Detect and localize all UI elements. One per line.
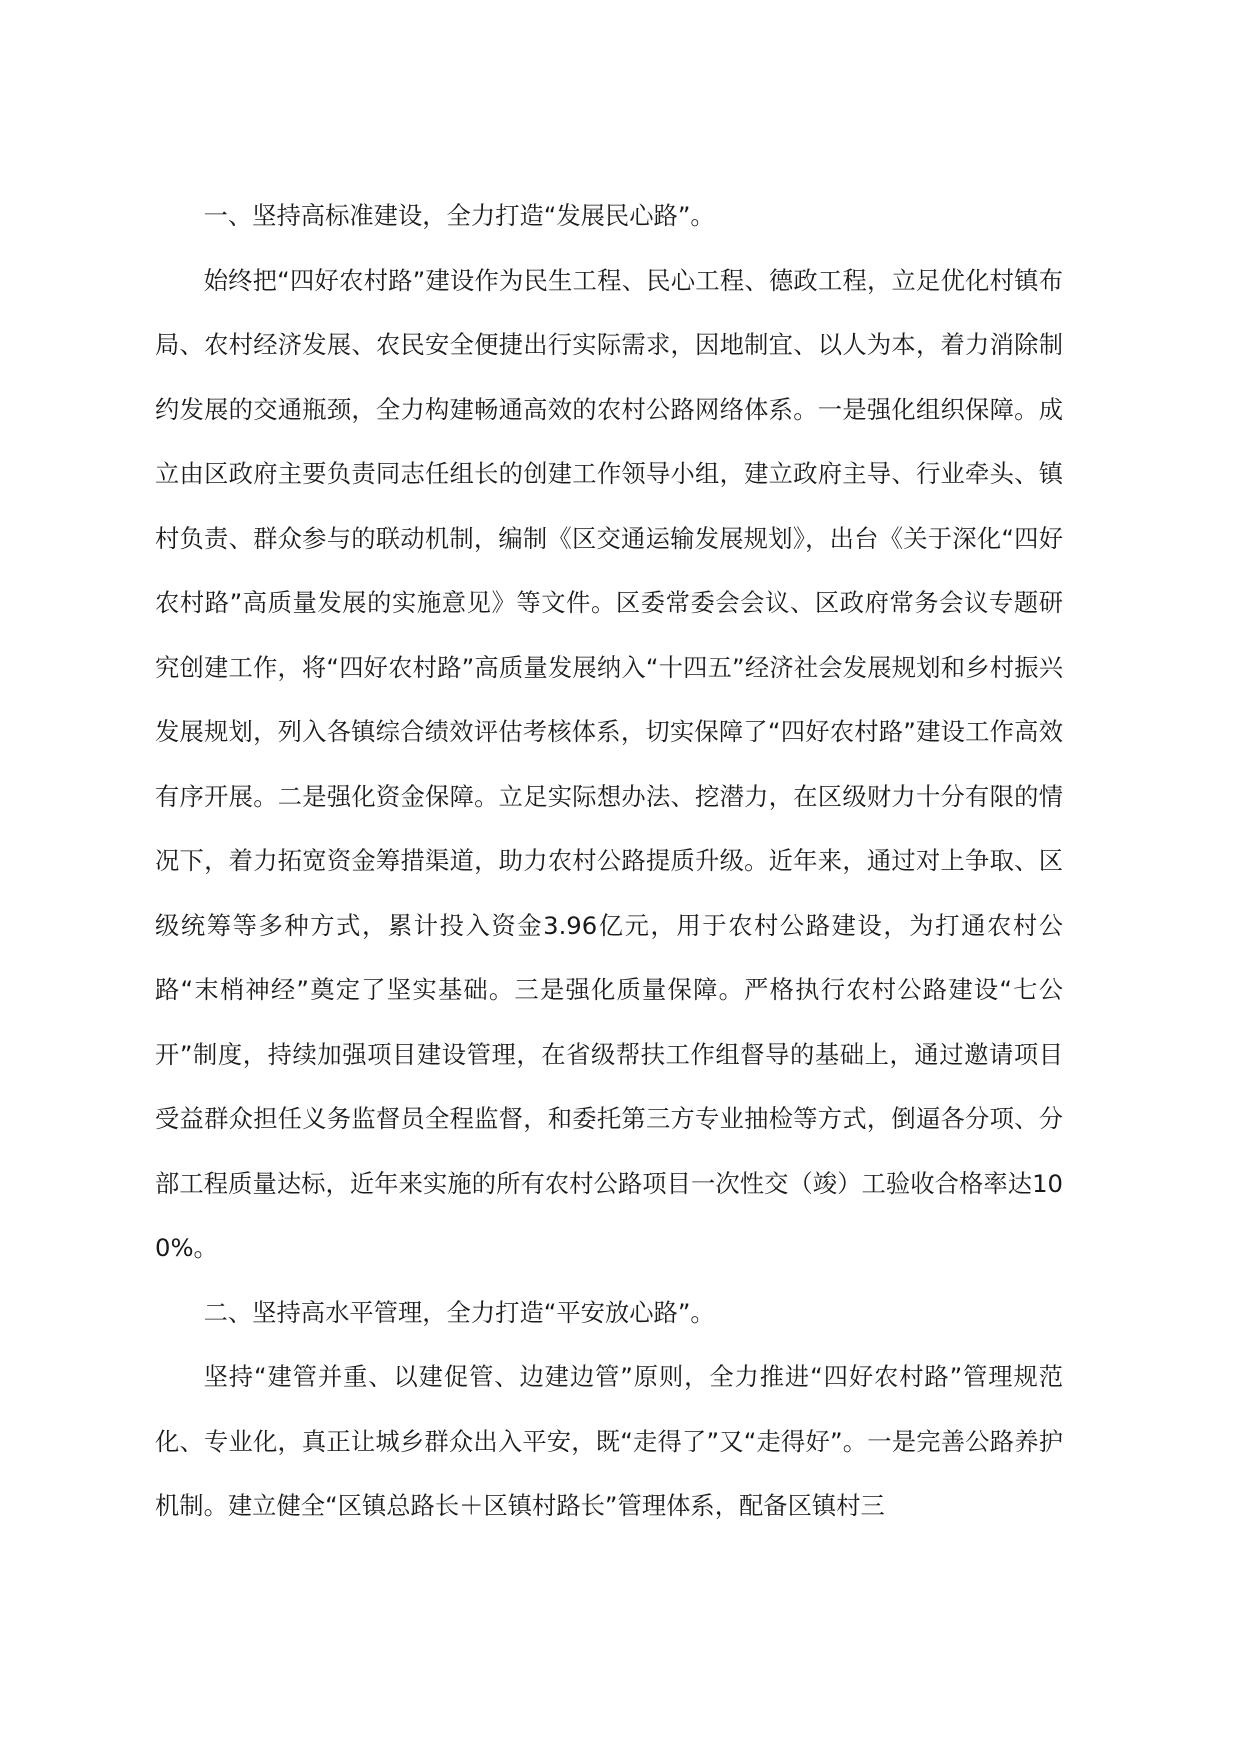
section-heading-2: 二、坚持高水平管理，全力打造“平安放心路”。	[203, 1297, 715, 1327]
body-paragraph-2: 坚持“建管并重、以建促管、边建边管”原则，全力推进“四好农村路”管理规范化、专业化，真正让城乡群众出入平安，既“走得了”又“走得好”。一是完善公路养护机制。建立健全“区镇总路长＋区镇村路长”管理体系，配备区镇村三	[155, 1362, 1063, 1520]
body-paragraph-1: 始终把“四好农村路”建设作为民生工程、民心工程、德政工程，立足优化村镇布局、农村经济发展、农民安全便捷出行实际需求，因地制宜、以人为本，着力消除制约发展的交通瓶颈，全力构建畅通高效的农村公路网络体系。一是强化组织保障。成立由区政府主要负责同志任组长的创建工作领导小组，建立政府主导、行业牵头、镇村负责、群众参与的联动机制，编制《区交通运输发展规划》，出台《关于深化“四好农村路”高质量发展的实施意见》等文件。区委常委会会议、区政府常务会议专题研究创建工作，将“四好农村路”高质量发展纳入“十四五”经济社会发展规划和乡村振兴发展规划，列入各镇综合绩效评估考核体系，切实保障了“四好农村路”建设工作高效有序开展。二是强化资金保障。立足实际想办法、挖潜力，在区级财力十分有限的情况下，着力拓宽资金筹措渠道，助力农村公路提质升级。近年来，通过对上争取、区级统筹等多种方式，累计投入资金3.96亿元，用于农村公路建设，为打通农村公路“末梢神经”奠定了坚实基础。三是强化质量保障。严格执行农村公路建设“七公开”制度，持续加强项目建设管理，在省级帮扶工作组督导的基础上，通过邀请项目受益群众担任义务监督员全程监督，和委托第三方专业抽检等方式，倒逼各分项、分部工程质量达标，近年来实施的所有农村公路项目一次性交（竣）工验收合格率达100%。	[155, 265, 1063, 1262]
document-body	[155, 184, 1063, 1539]
section-heading-1: 一、坚持高标准建设，全力打造“发展民心路”。	[203, 201, 715, 230]
